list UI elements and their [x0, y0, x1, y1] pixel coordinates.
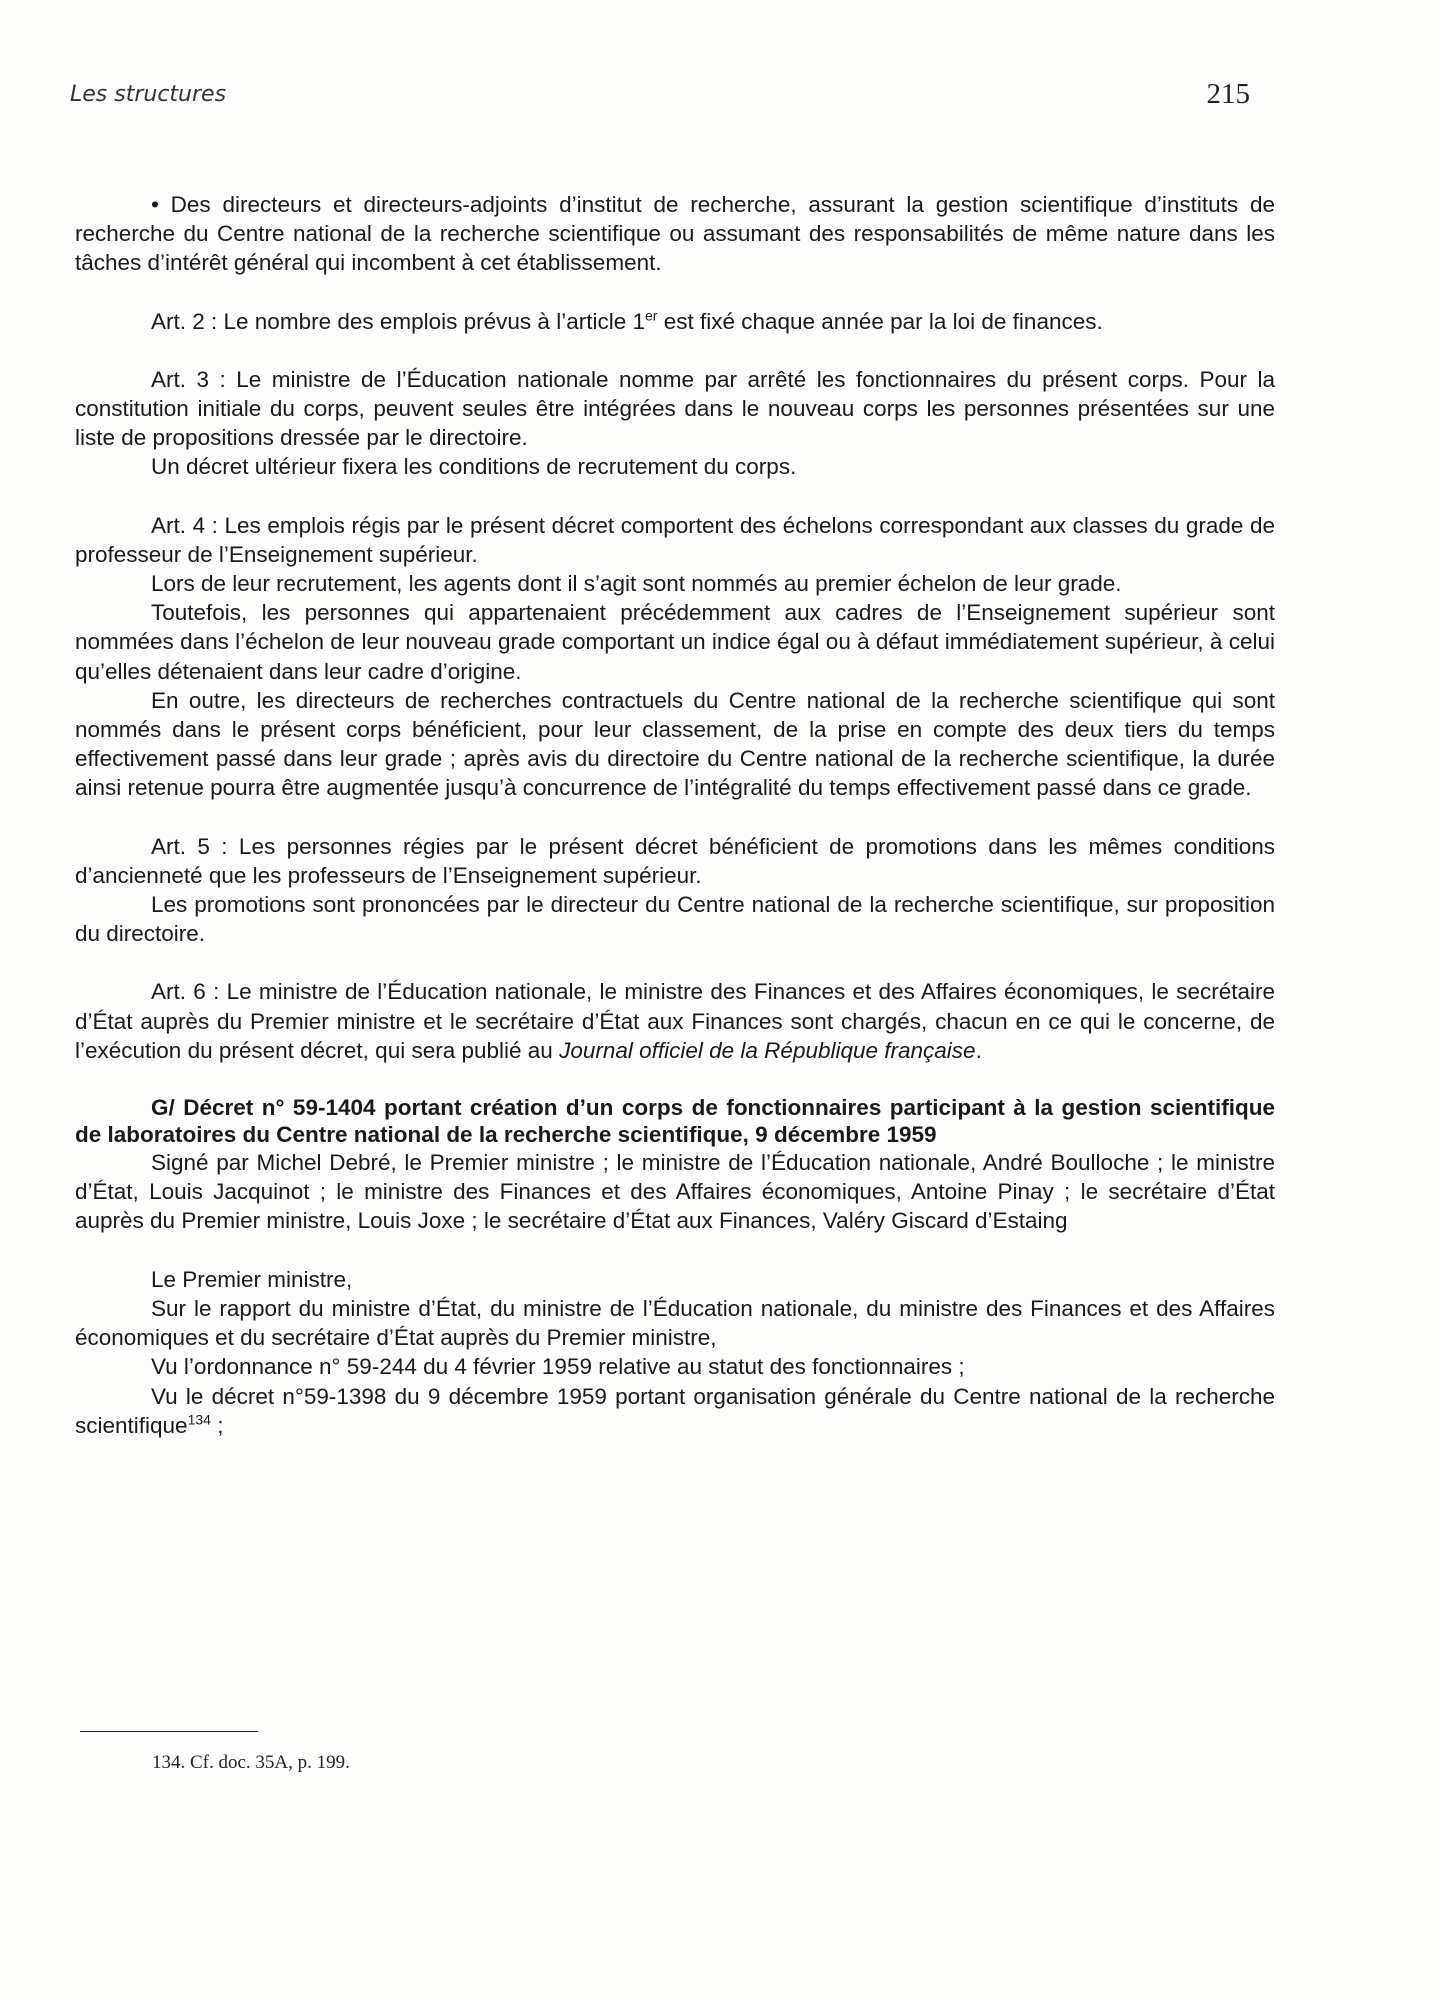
- paragraph-art-6: [75, 977, 1275, 1065]
- footnote-reference: 134: [187, 1411, 211, 1428]
- art-2-text: Art. 2 : Le nombre des emplois prévus à l’article 1: [151, 308, 645, 334]
- page-body: [75, 190, 1275, 1440]
- art-6-text: Art. 6 : Le ministre de l’Éducation nationale, le ministre des Finances et des Affaires économiques, le secrétaire d’État auprès du Premier ministre et le secrétaire d’État aux Finances sont chargés, chacun en ce qui le concerne, de l’exécution du présent décret, qui sera publié au: [75, 979, 1275, 1063]
- paragraph-rapport: Sur le rapport du ministre d’État, du ministre de l’Éducation nationale, du ministre des Finances et des Affaires économiques et du secrétaire d’État auprès du Premier ministre,: [75, 1295, 1275, 1351]
- art-2-superscript: er: [644, 307, 658, 324]
- paragraph-signataires: Signé par Michel Debré, le Premier ministre ; le ministre de l’Éducation nationale, André Boulloche ; le ministre d’État, Louis Jacquinot ; le ministre des Finances et des Affaires économiques, Antoine Pinay ; le secrétaire d’État auprès du Premier ministre, Louis Joxe ; le secrétaire d’État aux Finances, Valéry Giscard d’Estaing: [75, 1150, 1275, 1234]
- paragraph-art-4: Art. 4 : Les emplois régis par le présent décret comportent des échelons correspondant aux classes du grade de professeur de l’Enseignement supérieur.: [75, 512, 1275, 567]
- art-6-end: .: [975, 1037, 982, 1063]
- paragraph-art-4-en-outre: En outre, les directeurs de recherches contractuels du Centre national de la recherche scientifique qui sont nommés dans le présent corps bénéficient, pour leur classement, de la prise en compte des deux tiers du temps effectivement passé dans leur grade ; après avis du directoire du Centre national de la recherche scientifique, la durée ainsi retenue pourra être augmentée jusqu’à concurrence de l’intégralité du temps effectivement passé dans ce grade.: [75, 687, 1275, 801]
- art-2-text-end: est fixé chaque année par la loi de finances.: [657, 308, 1103, 334]
- journal-officiel-title: Journal officiel de la République française: [559, 1037, 976, 1063]
- page-header: [70, 78, 1250, 118]
- section-heading-decret: G/ Décret n° 59-1404 portant création d’un corps de fonctionnaires participant à la gestion scientifique de laboratoires du Centre national de la recherche scientifique, 9 décembre 1959: [75, 1095, 1275, 1148]
- paragraph-directeurs: • Des directeurs et directeurs-adjoints d’institut de recherche, assurant la gestion scientifique d’instituts de recherche du Centre national de la recherche scientifique ou assumant des responsabilités de même nature dans les tâches d’intérêt général qui incombent à cet établissement.: [75, 192, 1275, 276]
- paragraph-art-2: [75, 307, 1275, 336]
- footnote-134: 134. Cf. doc. 35A, p. 199.: [152, 1752, 350, 1773]
- running-title: Les structures: [70, 82, 227, 107]
- page-number: 215: [1206, 78, 1250, 110]
- paragraph-premier-ministre: Le Premier ministre,: [151, 1266, 353, 1292]
- vu-decret-text: Vu le décret n°59-1398 du 9 décembre 1959 portant organisation générale du Centre national de la recherche scientifique: [75, 1383, 1275, 1438]
- paragraph-art-5-promotions: Les promotions sont prononcées par le directeur du Centre national de la recherche scientifique, sur proposition du directoire.: [75, 892, 1275, 947]
- paragraph-art-3-continued: Un décret ultérieur fixera les conditions de recrutement du corps.: [151, 454, 797, 480]
- paragraph-art-3: Art. 3 : Le ministre de l’Éducation nationale nomme par arrêté les fonctionnaires du présent corps. Pour la constitution initiale du corps, peuvent seules être intégrées dans le nouveau corps les personnes présentées sur une liste de propositions dressée par le directoire.: [75, 366, 1275, 451]
- vu-decret-end: ;: [210, 1412, 224, 1438]
- paragraph-art-4-toutefois: Toutefois, les personnes qui appartenaient précédemment aux cadres de l’Enseignement supérieur sont nommées dans l’échelon de leur nouveau grade comportant un indice égal ou à défaut immédiatement supérieur, à celui qu’elles détenaient dans leur cadre d’origine.: [75, 600, 1275, 684]
- paragraph-art-5: Art. 5 : Les personnes régies par le présent décret bénéficient de promotions dans les mêmes conditions d’ancienneté que les professeurs de l’Enseignement supérieur.: [75, 833, 1275, 888]
- paragraph-art-4-recrutement: Lors de leur recrutement, les agents dont il s’agit sont nommés au premier échelon de leur grade.: [151, 571, 1122, 597]
- paragraph-vu-decret: [75, 1382, 1275, 1440]
- footnote-divider: [80, 1731, 258, 1732]
- paragraph-vu-ordonnance: Vu l’ordonnance n° 59-244 du 4 février 1959 relative au statut des fonctionnaires ;: [151, 1354, 965, 1380]
